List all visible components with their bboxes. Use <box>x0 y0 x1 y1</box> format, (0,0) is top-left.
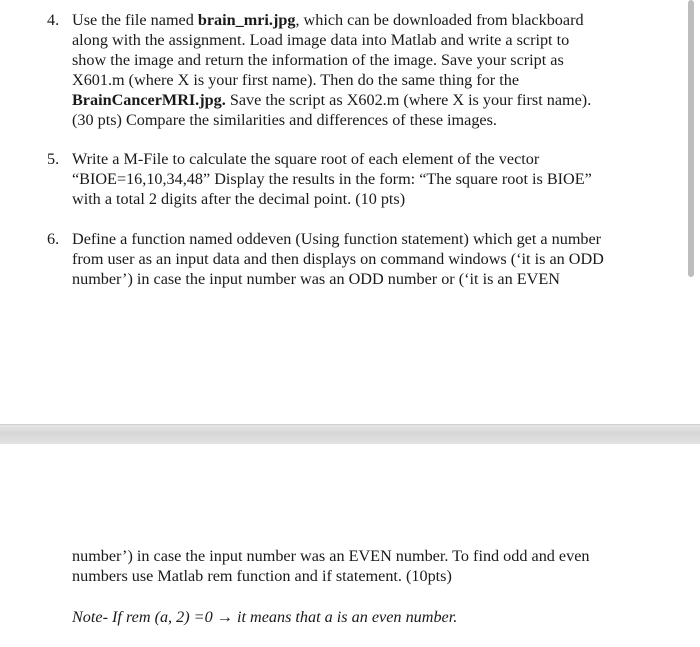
vertical-scrollbar[interactable] <box>688 0 694 277</box>
question-line: along with the assignment. Load image data into Matlab and write a script to <box>72 31 570 49</box>
question-line: (30 pts) Compare the similarities and differences of these images. <box>72 111 497 129</box>
question-line: show the image and return the information of the image. Save your script as <box>72 51 564 69</box>
question-line: numbers use Matlab rem function and if statement. (10pts) <box>72 567 452 585</box>
question-number: 6. <box>47 230 60 248</box>
page-separator <box>0 425 700 444</box>
question-line: BrainCancerMRI.jpg. Save the script as X602.m (where X is your first name). <box>72 91 592 109</box>
question-number: 4. <box>47 11 60 29</box>
question-number: 5. <box>47 150 60 168</box>
question-line: from user as an input data and then displays on command windows (‘it is an ODD <box>72 250 604 268</box>
question-line: Write a M-File to calculate the square root of each element of the vector <box>72 150 540 168</box>
question-line: X601.m (where X is your first name). Then do the same thing for the <box>72 71 519 89</box>
note: Note- If rem (a, 2) =0 → it means that a is an even number. <box>72 608 458 626</box>
question-line: with a total 2 digits after the decimal point. (10 pts) <box>72 190 406 208</box>
question-line: number’) in case the input number was an ODD number or (‘it is an EVEN <box>72 270 560 288</box>
question-line: Define a function named oddeven (Using function statement) which get a number <box>72 230 602 248</box>
question-line: number’) in case the input number was an EVEN number. To find odd and even <box>72 547 590 565</box>
question-line: “BIOE=16,10,34,48” Display the results in the form: “The square root is BIOE” <box>72 170 592 188</box>
question-line: Use the file named brain_mri.jpg, which can be downloaded from blackboard <box>72 11 584 29</box>
